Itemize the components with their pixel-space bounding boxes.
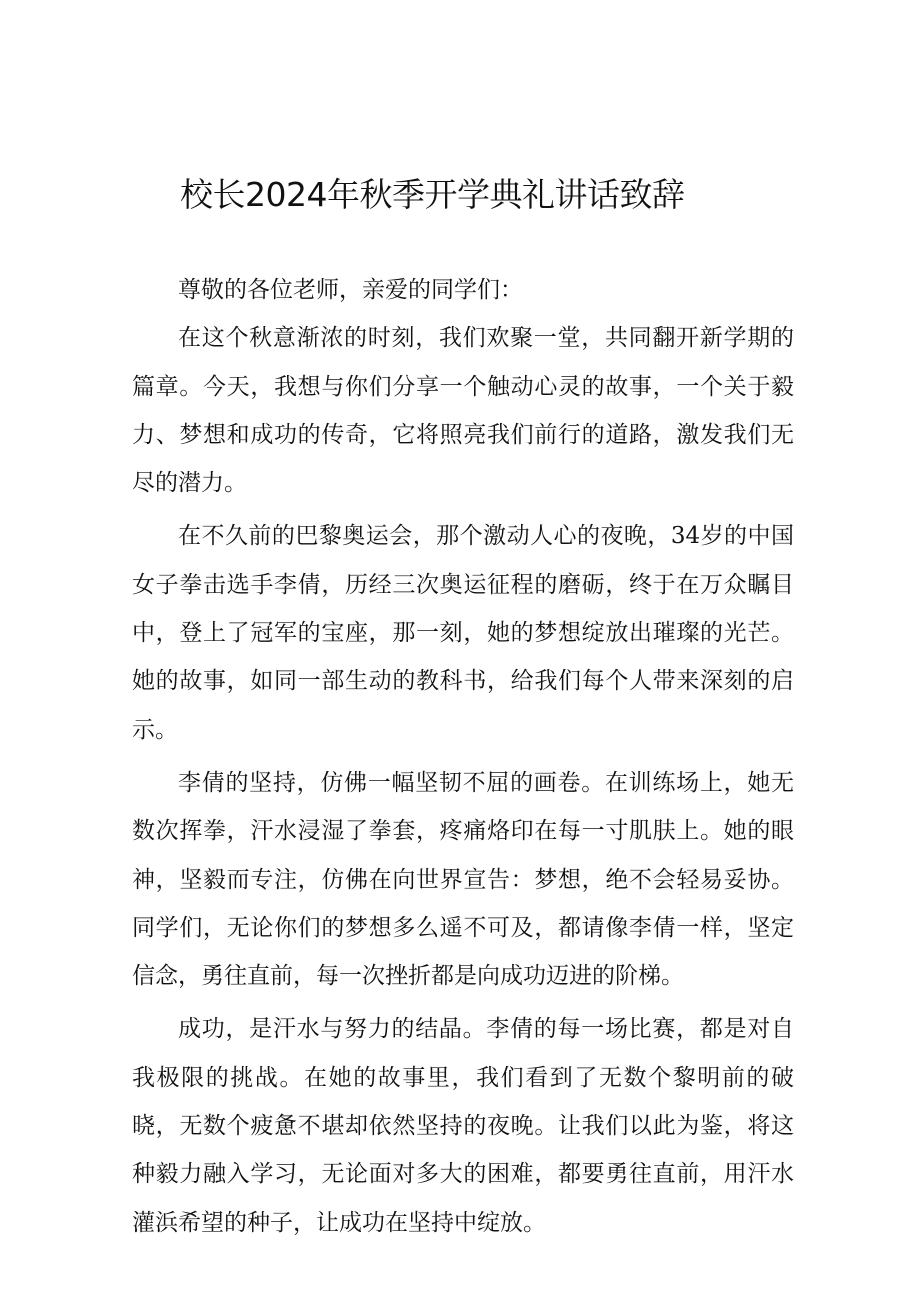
body-paragraph: 在这个秋意渐浓的时刻，我们欢聚一堂，共同翻开新学期的篇章。今天，我想与你们分享一个触动心灵的故事，一个关于毅力、梦想和成功的传奇，它将照亮我们前行的道路，激发我们无尽的潜力。: [132, 325, 794, 497]
document-title: 校长2024年秋季开学典礼讲话致辞: [180, 175, 685, 214]
body-paragraph: 在不久前的巴黎奥运会，那个激动人心的夜晚，34岁的中国女子拳击选手李倩，历经三次奥运征程的磨砺，终于在万众瞩目中，登上了冠军的宝座，那一刻，她的梦想绽放出璀璨的光芒。她的故事，如同一部生动的教科书，给我们每个人带来深刻的启示。: [132, 523, 794, 743]
document-body: [132, 266, 794, 1247]
body-paragraph: 成功，是汗水与努力的结晶。李倩的每一场比赛，都是对自我极限的挑战。在她的故事里，我们看到了无数个黎明前的破晓，无数个疲惫不堪却依然坚持的夜晚。让我们以此为鉴，将这种毅力融入学习，无论面对多大的困难，都要勇往直前，用汗水灌浜希望的种子，让成功在坚持中绽放。: [132, 1016, 794, 1236]
greeting-paragraph: 尊敬的各位老师，亲爱的同学们：: [178, 277, 523, 303]
body-paragraph: 李倩的坚持，仿佛一幅坚韧不屈的画卷。在训练场上，她无数次挥拳，汗水浸湿了拳套，疼痛烙印在每一寸肌肤上。她的眼神，坚毅而专注，仿佛在向世界宣告：梦想，绝不会轻易妥协。同学们，无论你们的梦想多么遥不可及，都请像李倩一样，坚定信念，勇往直前，每一次挫折都是向成功迈进的阶梯。: [132, 769, 794, 990]
